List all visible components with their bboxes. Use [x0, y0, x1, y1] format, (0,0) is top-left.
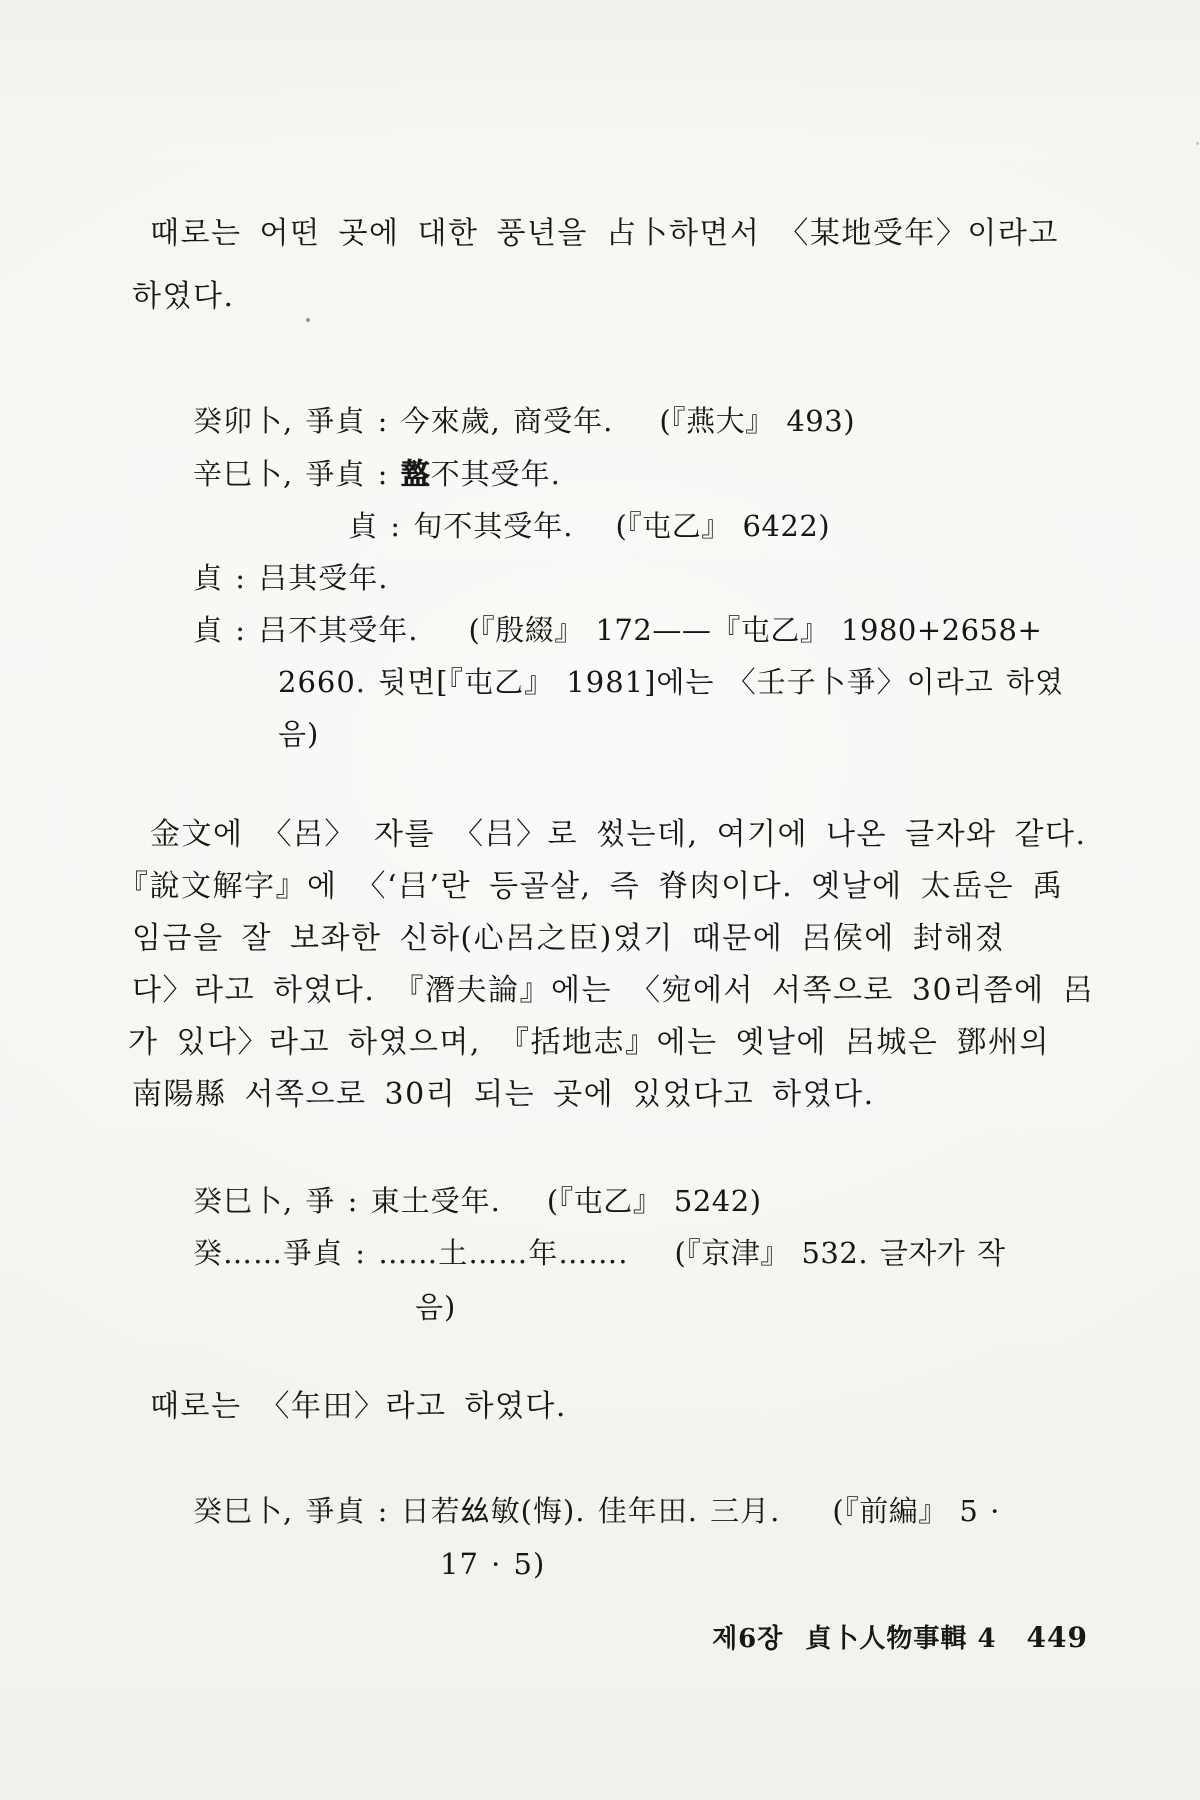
paragraph1-line2: 하였다. [132, 279, 235, 314]
page-number: 449 [1026, 1621, 1088, 1654]
oracle-bone-glyph: 盩 [400, 457, 431, 491]
paragraph2-line4: 다〉라고 하였다. 『潛夫論』에는 〈宛에서 서쪽으로 30리쯤에 呂 [132, 973, 1095, 1008]
scan-speck [1196, 142, 1199, 145]
quote1-line5 [193, 611, 1042, 649]
citation: (『前編』 5 · [832, 1494, 1000, 1528]
oracle-text: 癸巳卜, 爭貞 : 日若𢆶敏(悔). 佳年田. 三月. [193, 1494, 781, 1528]
section-title: 貞卜人物事輯 4 [805, 1624, 997, 1654]
oracle-text: 癸卯卜, 爭貞 : 今來歲, 商受年. [193, 404, 614, 438]
quote1-line6-citation-continuation: 2660. 뒷면[『屯乙』 1981]에는 〈壬子卜爭〉이라고 하였 [278, 665, 1064, 699]
paragraph2-line5: 가 있다〉라고 하였으며, 『括地志』에는 옛날에 呂城은 鄧州의 [128, 1025, 1050, 1060]
oracle-text: 不其受年. [430, 457, 561, 491]
oracle-text: 癸……爭貞 : ……土……年……. [193, 1236, 629, 1270]
oracle-text: 貞 : 吕不其受年. [193, 613, 419, 647]
citation: (『屯乙』 6422) [615, 509, 831, 543]
paragraph3-line1: 때로는 〈年田〉라고 하였다. [150, 1389, 567, 1424]
citation: (『殷綴』 172——『屯乙』 1980+2658+ [468, 613, 1043, 647]
chapter-label: 제6장 [712, 1624, 784, 1654]
quote2-line2 [193, 1234, 1006, 1272]
page-footer [712, 1618, 1088, 1655]
quote1-line3 [348, 507, 830, 545]
paragraph2-line2: 『說文解字』에 〈‘吕’란 등골살, 즉 脊肉이다. 옛날에 太岳은 禹 [118, 869, 1064, 904]
quote1-line2 [193, 455, 561, 493]
oracle-text: 貞 : 旬不其受年. [348, 509, 574, 543]
quote3-line2-citation-continuation: 17 · 5) [440, 1547, 546, 1581]
citation: (『屯乙』 5242) [546, 1184, 762, 1218]
oracle-text: 辛巳卜, 爭貞 : [193, 457, 401, 491]
paragraph2-line3: 임금을 잘 보좌한 신하(心呂之臣)였기 때문에 呂侯에 封해졌 [132, 921, 1006, 956]
scan-speck [306, 318, 310, 322]
quote3-line1 [193, 1492, 1000, 1530]
citation: (『京津』 532. 글자가 작 [674, 1236, 1006, 1270]
paragraph2-line6: 南陽縣 서쪽으로 30리 되는 곳에 있었다고 하였다. [132, 1077, 875, 1112]
paragraph2-line1: 金文에 〈呂〉 자를 〈吕〉로 썼는데, 여기에 나온 글자와 같다. [150, 817, 1087, 852]
quote2-line1 [193, 1182, 762, 1220]
quote1-line4: 貞 : 吕其受年. [193, 561, 389, 595]
quote2-line3-citation-continuation: 음) [415, 1290, 457, 1324]
oracle-text: 癸巳卜, 爭 : 東土受年. [193, 1184, 501, 1218]
paragraph1-line1: 때로는 어떤 곳에 대한 풍년을 占卜하면서 〈某地受年〉이라고 [150, 216, 1059, 251]
citation: (『燕大』 493) [659, 404, 856, 438]
quote1-line7-citation-continuation: 음) [278, 717, 320, 751]
quote1-line1 [193, 402, 855, 440]
